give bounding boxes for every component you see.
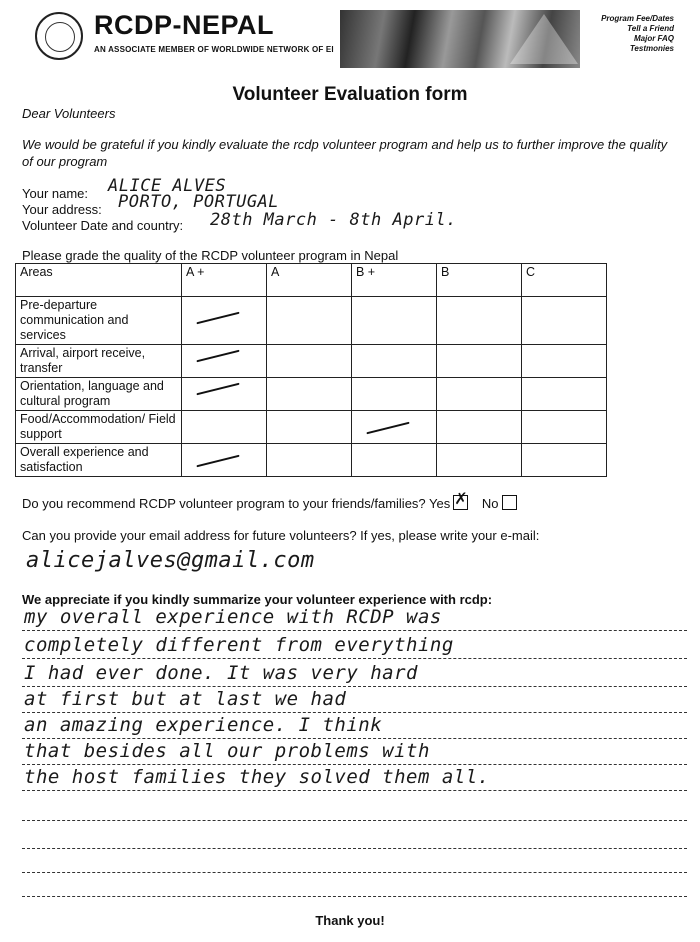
grade-row <box>16 378 607 411</box>
column-header: B <box>437 264 522 297</box>
column-header: A <box>267 264 352 297</box>
header-links <box>601 14 674 54</box>
address-field[interactable]: PORTO, PORTUGAL <box>118 192 280 212</box>
writing-line <box>22 764 687 765</box>
grade-cell[interactable] <box>352 345 437 378</box>
grade-cell[interactable] <box>437 444 522 477</box>
address-label: Your address: <box>22 202 102 217</box>
grade-cell[interactable] <box>352 444 437 477</box>
grade-cell[interactable] <box>352 378 437 411</box>
grade-cell[interactable] <box>182 411 267 444</box>
grade-cell[interactable] <box>437 411 522 444</box>
link-testimonies[interactable]: Testmonies <box>629 44 674 53</box>
link-major-faq[interactable]: Major FAQ <box>633 34 674 43</box>
form-title: Volunteer Evaluation form <box>232 84 468 105</box>
link-program-fee[interactable]: Program Fee/Dates <box>601 14 674 23</box>
summary-line[interactable]: my overall experience with RCDP was <box>24 606 442 628</box>
writing-line <box>22 738 687 739</box>
yes-checkbox[interactable] <box>453 491 468 510</box>
grade-cell[interactable] <box>267 297 352 345</box>
name-label: Your name: <box>22 186 89 201</box>
no-label: No <box>481 496 499 511</box>
checkmark <box>196 455 239 468</box>
email-question: Can you provide your email address for future volunteers? If yes, please write your e-mail: <box>22 528 540 543</box>
grade-cell-selected[interactable] <box>182 345 267 378</box>
row-area: Food/Accommodation/ Field support <box>16 411 182 444</box>
email-field[interactable]: alicejalves@gmail.com <box>26 548 315 573</box>
thank-you-text: Thank you! <box>315 913 385 928</box>
column-header: A + <box>182 264 267 297</box>
volunteer-date-field[interactable]: 28th March - 8th April. <box>210 210 457 230</box>
grade-cell[interactable] <box>522 297 607 345</box>
grade-cell-selected[interactable] <box>182 378 267 411</box>
checkmark <box>196 383 239 396</box>
intro-text: We would be grateful if you kindly evaluate the rcdp volunteer program and help us to further improve the quality of our program <box>22 137 668 169</box>
checkmark <box>196 350 239 363</box>
link-tell-friend[interactable]: Tell a Friend <box>627 24 674 33</box>
writing-line <box>22 790 687 791</box>
grade-cell-selected[interactable] <box>352 411 437 444</box>
yes-label: Yes <box>429 496 451 511</box>
checkmark <box>196 312 239 325</box>
grade-table <box>15 263 607 477</box>
writing-line <box>22 630 687 631</box>
grade-row <box>16 444 607 477</box>
summary-line[interactable]: the host families they solved them all. <box>24 766 490 788</box>
writing-line <box>22 848 687 849</box>
greeting: Dear Volunteers <box>22 106 116 121</box>
summary-line[interactable]: that besides all our problems with <box>24 740 430 762</box>
writing-line <box>22 896 687 897</box>
writing-line <box>22 872 687 873</box>
row-area: Pre-departure communication and services <box>16 297 182 345</box>
summary-line[interactable]: an amazing experience. I think <box>24 714 383 736</box>
column-header: C <box>522 264 607 297</box>
grade-cell[interactable] <box>522 444 607 477</box>
row-area: Arrival, airport receive, transfer <box>16 345 182 378</box>
recommend-question <box>22 491 517 511</box>
grade-cell-selected[interactable] <box>182 444 267 477</box>
checkmark <box>366 422 409 435</box>
grade-cell[interactable] <box>267 345 352 378</box>
check-mark-icon: ✗ <box>454 491 468 508</box>
grade-cell[interactable] <box>352 297 437 345</box>
column-header: B + <box>352 264 437 297</box>
grade-caption: Please grade the quality of the RCDP volunteer program in Nepal <box>22 248 399 263</box>
grade-cell[interactable] <box>267 444 352 477</box>
summary-line[interactable]: at first but at last we had <box>24 688 347 710</box>
rcdp-logo-seal <box>35 12 83 60</box>
summary-label: We appreciate if you kindly summarize your volunteer experience with rcdp: <box>22 592 493 607</box>
writing-line <box>22 658 687 659</box>
grade-cell-selected[interactable] <box>182 297 267 345</box>
grade-row <box>16 297 607 345</box>
grade-cell[interactable] <box>522 411 607 444</box>
brand-tagline: AN ASSOCIATE MEMBER OF WORLDWIDE NETWORK OF EI <box>94 45 334 54</box>
name-field[interactable]: ALICE ALVES <box>108 176 227 196</box>
grade-cell[interactable] <box>437 297 522 345</box>
grade-row <box>16 411 607 444</box>
volunteer-date-label: Volunteer Date and country: <box>22 218 184 233</box>
grade-row <box>16 345 607 378</box>
grade-header-row <box>16 264 607 297</box>
writing-line <box>22 820 687 821</box>
row-area: Overall experience and satisfaction <box>16 444 182 477</box>
grade-cell[interactable] <box>437 345 522 378</box>
header-photo <box>340 10 580 68</box>
recommend-question-text: Do you recommend RCDP volunteer program to your friends/families? <box>22 496 426 511</box>
writing-line <box>22 712 687 713</box>
grade-cell[interactable] <box>437 378 522 411</box>
grade-cell[interactable] <box>267 378 352 411</box>
no-checkbox[interactable] <box>502 495 517 510</box>
grade-cell[interactable] <box>267 411 352 444</box>
grade-cell[interactable] <box>522 378 607 411</box>
writing-line <box>22 686 687 687</box>
summary-line[interactable]: completely different from everything <box>24 634 454 656</box>
row-area: Orientation, language and cultural program <box>16 378 182 411</box>
summary-line[interactable]: I had ever done. It was very hard <box>24 662 418 684</box>
column-header: Areas <box>16 264 182 297</box>
grade-cell[interactable] <box>522 345 607 378</box>
brand-name: RCDP-NEPAL <box>94 10 274 40</box>
